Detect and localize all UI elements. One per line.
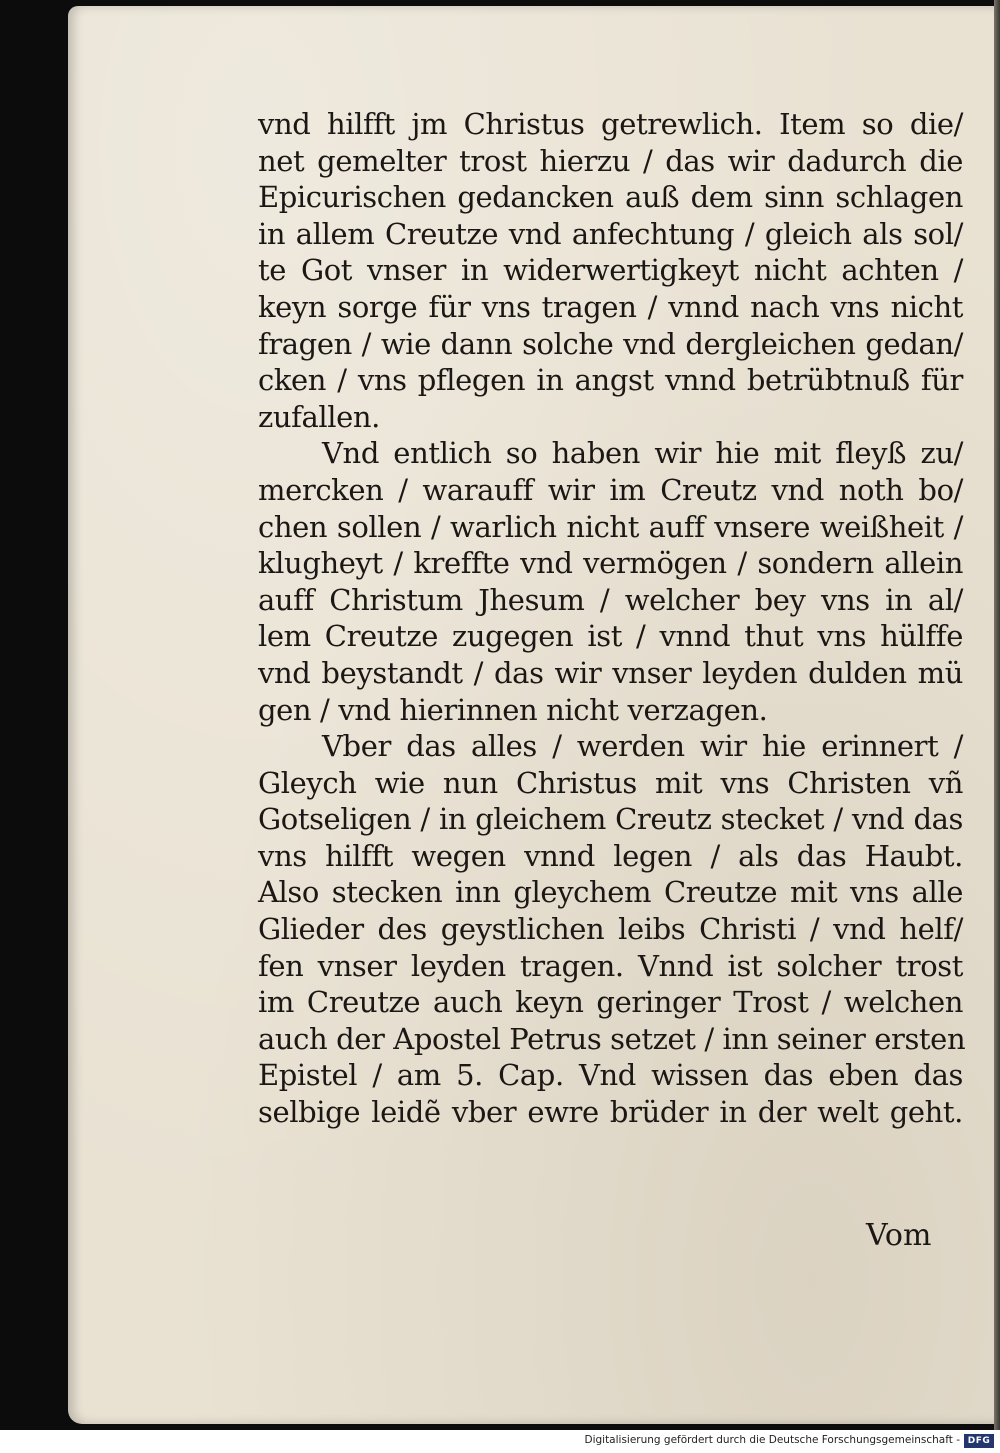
text-line: fragen / wie dann solche vnd dergleichen gedan/ (258, 326, 963, 361)
text-line: Vnd entlich so haben wir hie mit fleyß zu/ (322, 436, 963, 471)
text-line: Glieder des geystlichen leibs Christi / vnd helf/ (258, 912, 963, 947)
dfg-logo-icon: DFG (964, 1434, 994, 1448)
text-line: vnd beystandt / das wir vnser leyden dulden mü (258, 655, 963, 690)
text-line: auch der Apostel Petrus setzet / inn seiner ersten (258, 1021, 966, 1056)
text-line: keyn sorge für vns tragen / vnnd nach vns nicht (258, 289, 963, 324)
text-line: mercken / warauff wir im Creutz vnd noth bo/ (258, 472, 963, 507)
catchword: Vom (866, 1218, 932, 1253)
text-line: auff Christum Jhesum / welcher bey vns in al/ (258, 582, 963, 617)
text-line: im Creutze auch keyn geringer Trost / welchen (258, 985, 963, 1020)
text-line: klugheyt / kreffte vnd vermögen / sondern allein (258, 546, 963, 581)
text-line: chen sollen / warlich nicht auff vnsere weißheit / (258, 509, 963, 544)
text-line: Epicurischen gedancken auß dem sinn schlagen (258, 180, 963, 215)
text-line: te Got vnser in widerwertigkeyt nicht achten / (258, 253, 963, 288)
page-text-block (258, 106, 966, 1131)
footer-bar (0, 1430, 1000, 1453)
text-line: in allem Creutze vnd anfechtung / gleich als sol/ (258, 216, 963, 251)
text-line: cken / vns pflegen in angst vnnd betrübtnuß für (258, 363, 963, 398)
text-line: net gemelter trost hierzu / das wir dadurch die (258, 143, 963, 178)
text-line: Gleych wie nun Christus mit vns Christen vñ (258, 765, 963, 800)
text-line: Also stecken inn gleychem Creutze mit vns alle (258, 875, 963, 910)
text-line: gen / vnd hierinnen nicht verzagen. (258, 692, 768, 727)
text-line: Vber das alles / werden wir hie erinnert / (322, 729, 963, 764)
text-line: Epistel / am 5. Cap. Vnd wissen das eben das (258, 1058, 963, 1093)
text-line: vns hilfft wegen vnnd legen / als das Haubt. (258, 838, 963, 873)
text-line: Gotseligen / in gleichem Creutz stecket / vnd das (258, 802, 963, 837)
text-line: vnd hilfft jm Christus getrewlich. Item so die/ (258, 107, 963, 141)
text-line: fen vnser leyden tragen. Vnnd ist solcher trost (258, 948, 963, 983)
text-line: selbige leidẽ vber ewre brüder in der welt geht. (258, 1095, 963, 1130)
text-line: lem Creutze zugegen ist / vnnd thut vns hülffe (258, 619, 963, 654)
funding-credit: Digitalisierung gefördert durch die Deutsche Forschungsgemeinschaft - (584, 1434, 960, 1446)
text-line: zufallen. (258, 399, 380, 434)
page-edge-strip (994, 0, 1000, 1430)
